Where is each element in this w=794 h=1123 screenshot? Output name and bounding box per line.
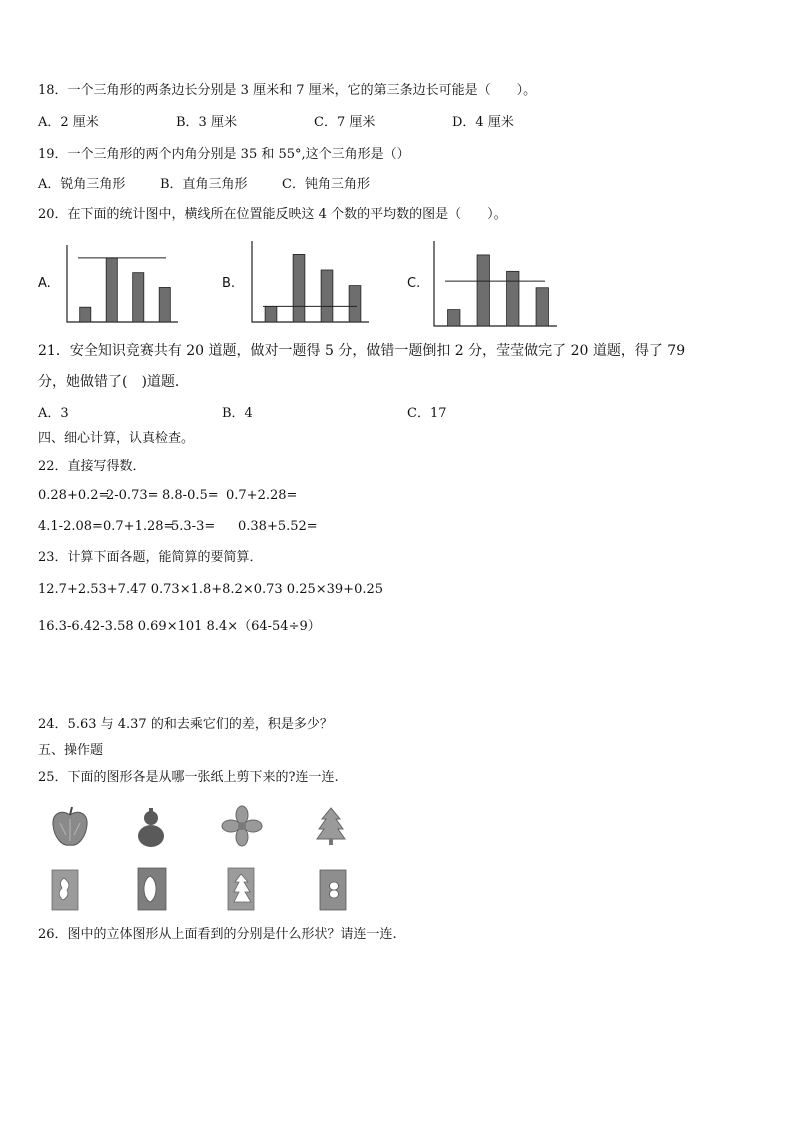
apple-cutout-icon [50, 805, 90, 849]
q22-item: 0.38+5.52= [238, 519, 318, 534]
paper-sheet-2-icon [136, 866, 168, 912]
q23-question: 23．计算下面各题，能简算的要简算． [38, 550, 263, 565]
flower-cutout-icon [222, 806, 262, 846]
q22-item: 0.7+1.28= [103, 519, 175, 534]
paper-sheet-4-icon [318, 868, 348, 912]
gourd-cutout-icon [136, 806, 166, 848]
q21-line1: 21．安全知识竞赛共有 20 道题，做对一题得 5 分，做错一题倒扣 2 分，莹莹做完了 20 道题，得了 79 [38, 343, 686, 359]
q19-option-a: A．锐角三角形 [38, 177, 126, 192]
q23-row2: 16.3-6.42-3.58 0.69×101 8.4×（64-54÷9） [38, 619, 321, 634]
chart-b [251, 241, 369, 323]
q22-question: 22．直接写得数． [38, 459, 146, 474]
chart-bar [133, 273, 144, 322]
q24-question: 24．5.63 与 4.37 的和去乘它们的差，积是多少？ [38, 717, 333, 732]
chart-b-label: B. [222, 276, 236, 291]
paper-sheet-3-icon [226, 866, 256, 912]
q22-item: 5.3-3= [171, 519, 216, 534]
q22-item: 0.7+2.28= [226, 488, 298, 503]
paper-sheet-1-icon [50, 868, 80, 912]
chart-bar [536, 288, 548, 326]
q18-question: 18．一个三角形的两条边长分别是 3 厘米和 7 厘米，它的第三条边长可能是（ ）。 [38, 83, 537, 98]
chart-bar [507, 271, 519, 326]
q21-line2: 分，她做错了( )道题． [38, 374, 189, 390]
chart-bar [349, 286, 361, 322]
chart-bar [448, 310, 460, 326]
q18-option-c: C．7 厘米 [314, 115, 376, 130]
section-4-heading: 四、细心计算，认真检查。 [38, 431, 195, 446]
chart-bar [477, 255, 489, 326]
q22-item: 4.1-2.08= [38, 519, 103, 534]
q21-option-c: C．17 [407, 406, 447, 421]
q19-option-c: C．钝角三角形 [282, 177, 370, 192]
q20-question: 20．在下面的统计图中，横线所在位置能反映这 4 个数的平均数的图是（ ）。 [38, 207, 507, 222]
q19-question: 19．一个三角形的两个内角分别是 35 和 55°,这个三角形是（） [38, 147, 410, 162]
chart-c [433, 241, 557, 327]
q18-option-b: B．3 厘米 [176, 115, 237, 130]
chart-a [66, 245, 178, 323]
q25-question: 25．下面的图形各是从哪一张纸上剪下来的?连一连. [38, 770, 339, 785]
q18-option-a: A．2 厘米 [38, 115, 99, 130]
q19-option-b: B．直角三角形 [160, 177, 248, 192]
q22-item: 8.8-0.5= [162, 488, 219, 503]
chart-bar [321, 270, 333, 322]
q18-option-d: D．4 厘米 [452, 115, 514, 130]
chart-bar [106, 258, 117, 322]
chart-c-label: C. [407, 276, 421, 291]
section-5-heading: 五、操作题 [38, 743, 104, 758]
q21-option-a: A．3 [38, 406, 69, 421]
chart-bar [265, 306, 277, 322]
q21-option-b: B．4 [222, 406, 253, 421]
chart-bar [159, 287, 170, 322]
tree-cutout-icon [316, 806, 346, 846]
q23-row1: 12.7+2.53+7.47 0.73×1.8+8.2×0.73 0.25×39+0.25 [38, 582, 384, 597]
q22-item: 0.28+0.2= [38, 488, 110, 503]
q22-item: 2-0.73= [106, 488, 159, 503]
q26-question: 26．图中的立体图形从上面看到的分别是什么形状？请连一连. [38, 927, 397, 942]
chart-a-label: A. [38, 276, 51, 291]
chart-bar [293, 254, 305, 322]
chart-bar [80, 307, 91, 322]
